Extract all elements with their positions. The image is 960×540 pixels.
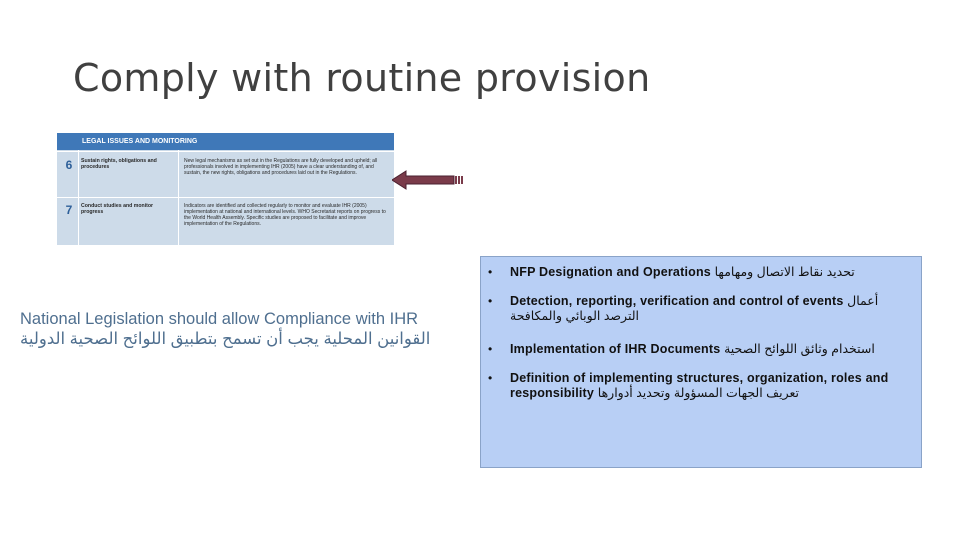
bullet-text (510, 265, 912, 280)
bullet-en: NFP Designation and Operations (510, 265, 711, 279)
bullet-icon: • (488, 294, 493, 308)
bullet-ar: تحديد نقاط الاتصال ومهامها (714, 265, 855, 279)
legal-issues-table-image (57, 133, 394, 245)
table-row (57, 197, 394, 245)
left-arrow-icon (392, 170, 464, 190)
bullet-text (510, 371, 912, 401)
bullet-ar: أعمال الترصد الوبائي والمكافحة (510, 294, 879, 323)
bullet-icon: • (488, 371, 493, 385)
legislation-statement (20, 309, 470, 349)
row-topic: Conduct studies and monitor progress (81, 203, 154, 215)
table-row (57, 151, 394, 197)
row-topic: Sustain rights, obligations and procedures (81, 158, 157, 170)
bullet-en: Detection, reporting, verification and control of events (510, 294, 844, 308)
bullet-icon: • (488, 265, 493, 279)
bullet-en: Definition of implementing structures, organization, roles and responsibility (510, 371, 889, 400)
bullet-text (510, 294, 912, 324)
bullet-ar: استخدام وثائق اللوائح الصحية (724, 342, 875, 356)
bullet-icon: • (488, 342, 493, 356)
bullet-ar: تعريف الجهات المسؤولة وتحديد أدوارها (597, 386, 800, 400)
bullet-text (510, 342, 912, 357)
row-number: 7 (65, 203, 73, 217)
row-description: New legal mechanisms as set out in the Regulations are fully developed and upheld; all professionals involved in implementing IHR (2005) have a clear understanding of, and sustain, the new rights, obligations and procedures laid out in the Regulations. (184, 158, 378, 176)
row-description: Indicators are identified and collected regularly to monitor and evaluate IHR (2005) implementation at national and international levels. WHO Secretariat reports on progress to the World Health Assembly. Specific studies are proposed to facilitate and improve implementation of the Regulations. (184, 203, 386, 227)
bullet-en: Implementation of IHR Documents (510, 342, 721, 356)
table-header: LEGAL ISSUES AND MONITORING (57, 133, 394, 150)
row-number: 6 (65, 158, 73, 172)
legislation-arabic: القوانين المحلية يجب أن تسمح بتطبيق اللوائح الصحية الدولية (20, 330, 431, 348)
requirements-box (480, 256, 922, 468)
slide-title: Comply with routine provision (73, 56, 651, 100)
legislation-english: National Legislation should allow Compliance with IHR (20, 310, 419, 328)
